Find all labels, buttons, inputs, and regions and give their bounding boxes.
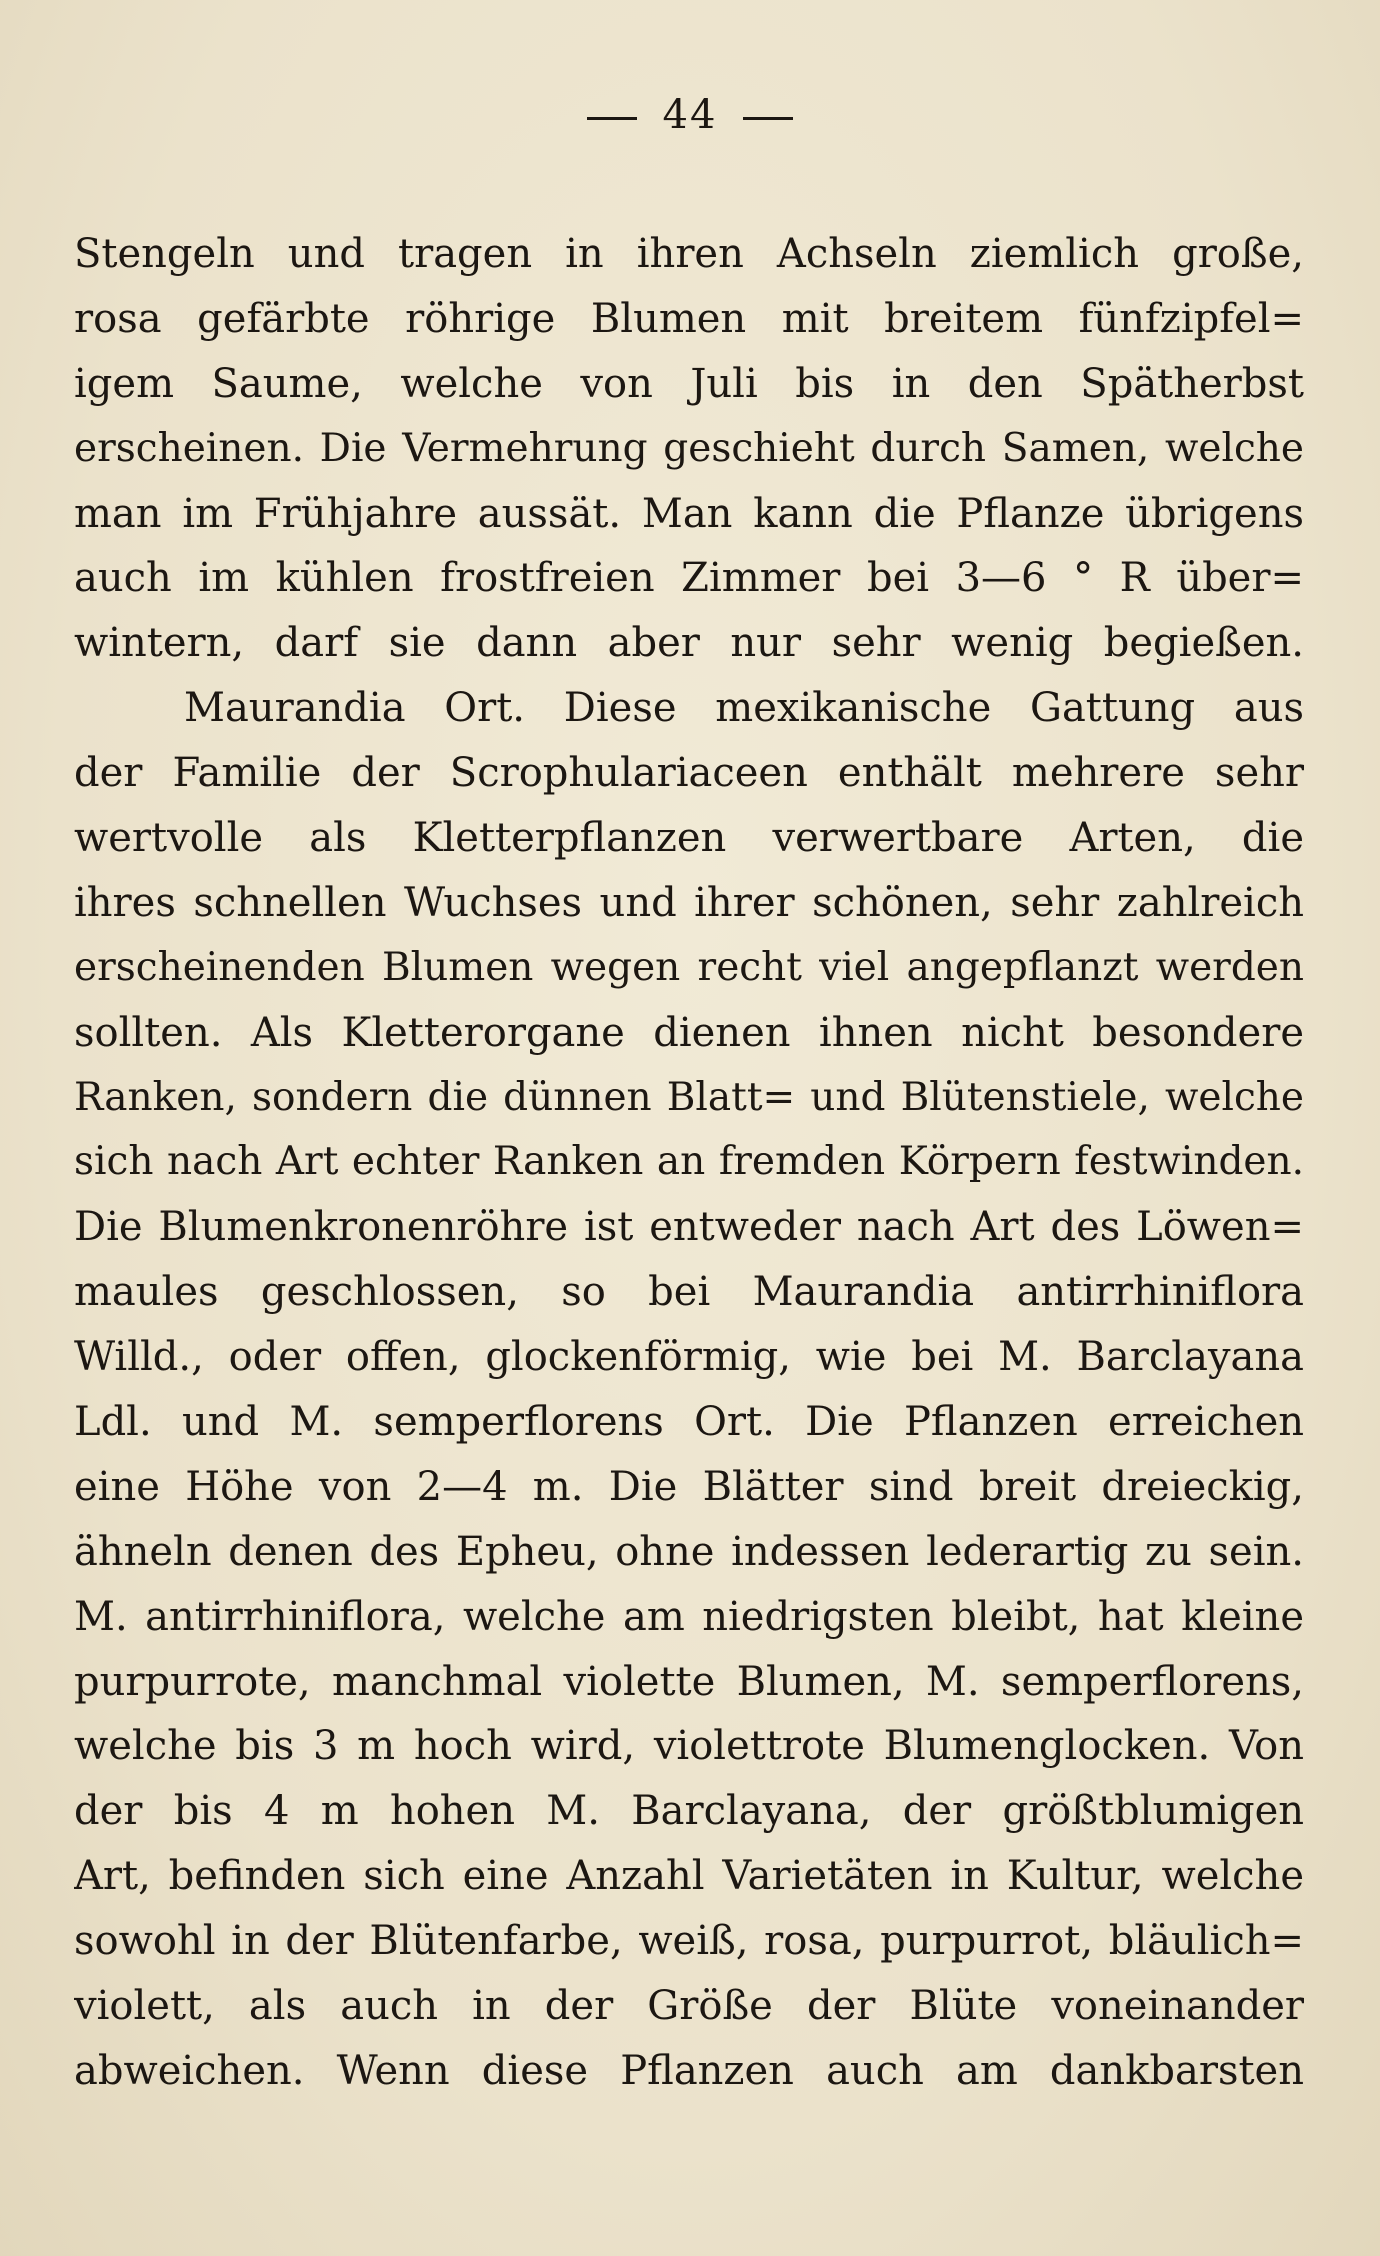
text-line: ihres schnellen Wuchses und ihrer schönen, sehr zahlreich	[74, 879, 1304, 926]
text-line: purpurrote, manchmal violette Blumen, M. semperflorens,	[74, 1658, 1304, 1705]
page-number: 44	[662, 92, 718, 138]
text-line: eine Höhe von 2—4 m. Die Blätter sind breit dreieckig,	[74, 1463, 1304, 1510]
text-line: wintern, darf sie dann aber nur sehr wenig begießen.	[74, 620, 1304, 667]
page-body-text	[74, 222, 1304, 2104]
text-line: welche bis 3 m hoch wird, violettrote Blumenglocken. Von	[74, 1723, 1304, 1770]
text-line: Stengeln und tragen in ihren Achseln ziemlich große,	[74, 231, 1304, 277]
text-line: ähneln denen des Epheu, ohne indessen lederartig zu sein.	[74, 1528, 1304, 1575]
text-line: Art, befinden sich eine Anzahl Varietäten in Kultur, welche	[74, 1853, 1304, 1900]
header-dash-right	[743, 117, 793, 120]
text-line: Ranken, sondern die dünnen Blatt= und Blütenstiele, welche	[74, 1074, 1304, 1120]
text-line: maules geschlossen, so bei Maurandia antirrhiniflora	[74, 1269, 1304, 1316]
text-line: man im Frühjahre aussät. Man kann die Pflanze übrigens	[74, 490, 1304, 537]
text-line: igem Saume, welche von Juli bis in den Spätherbst	[74, 360, 1304, 407]
text-line: rosa gefärbte röhrige Blumen mit breitem fünfzipfel=	[74, 295, 1304, 342]
text-line: Willd., oder offen, glockenförmig, wie bei M. Barclayana	[74, 1334, 1304, 1381]
text-line: M. antirrhiniflora, welche am niedrigsten bleibt, hat kleine	[74, 1593, 1304, 1640]
page-header	[0, 92, 1380, 138]
header-dash-left	[587, 117, 637, 120]
text-line: wertvolle als Kletterpflanzen verwertbare Arten, die	[74, 815, 1304, 862]
text-line: sollten. Als Kletterorgane dienen ihnen nicht besondere	[74, 1009, 1304, 1056]
text-line: Die Blumenkronenröhre ist entweder nach Art des Löwen=	[74, 1204, 1304, 1251]
text-line: violett, als auch in der Größe der Blüte voneinander	[74, 1983, 1304, 2030]
text-line: abweichen. Wenn diese Pflanzen auch am dankbarsten	[74, 2047, 1304, 2094]
text-line: erscheinenden Blumen wegen recht viel angepflanzt werden	[74, 944, 1304, 990]
text-line: der Familie der Scrophulariaceen enthält mehrere sehr	[74, 750, 1304, 797]
text-line: sich nach Art echter Ranken an fremden Körpern festwinden.	[74, 1139, 1304, 1185]
text-line: der bis 4 m hohen M. Barclayana, der größtblumigen	[74, 1788, 1304, 1835]
text-line: Ldl. und M. semperflorens Ort. Die Pflanzen erreichen	[74, 1399, 1304, 1446]
text-line: sowohl in der Blütenfarbe, weiß, rosa, purpurrot, bläulich=	[74, 1918, 1304, 1965]
text-line: erscheinen. Die Vermehrung geschieht durch Samen, welche	[74, 425, 1304, 471]
text-line: auch im kühlen frostfreien Zimmer bei 3—6 ° R über=	[74, 555, 1304, 602]
text-line: Maurandia Ort. Diese mexikanische Gattung aus	[184, 685, 1304, 732]
